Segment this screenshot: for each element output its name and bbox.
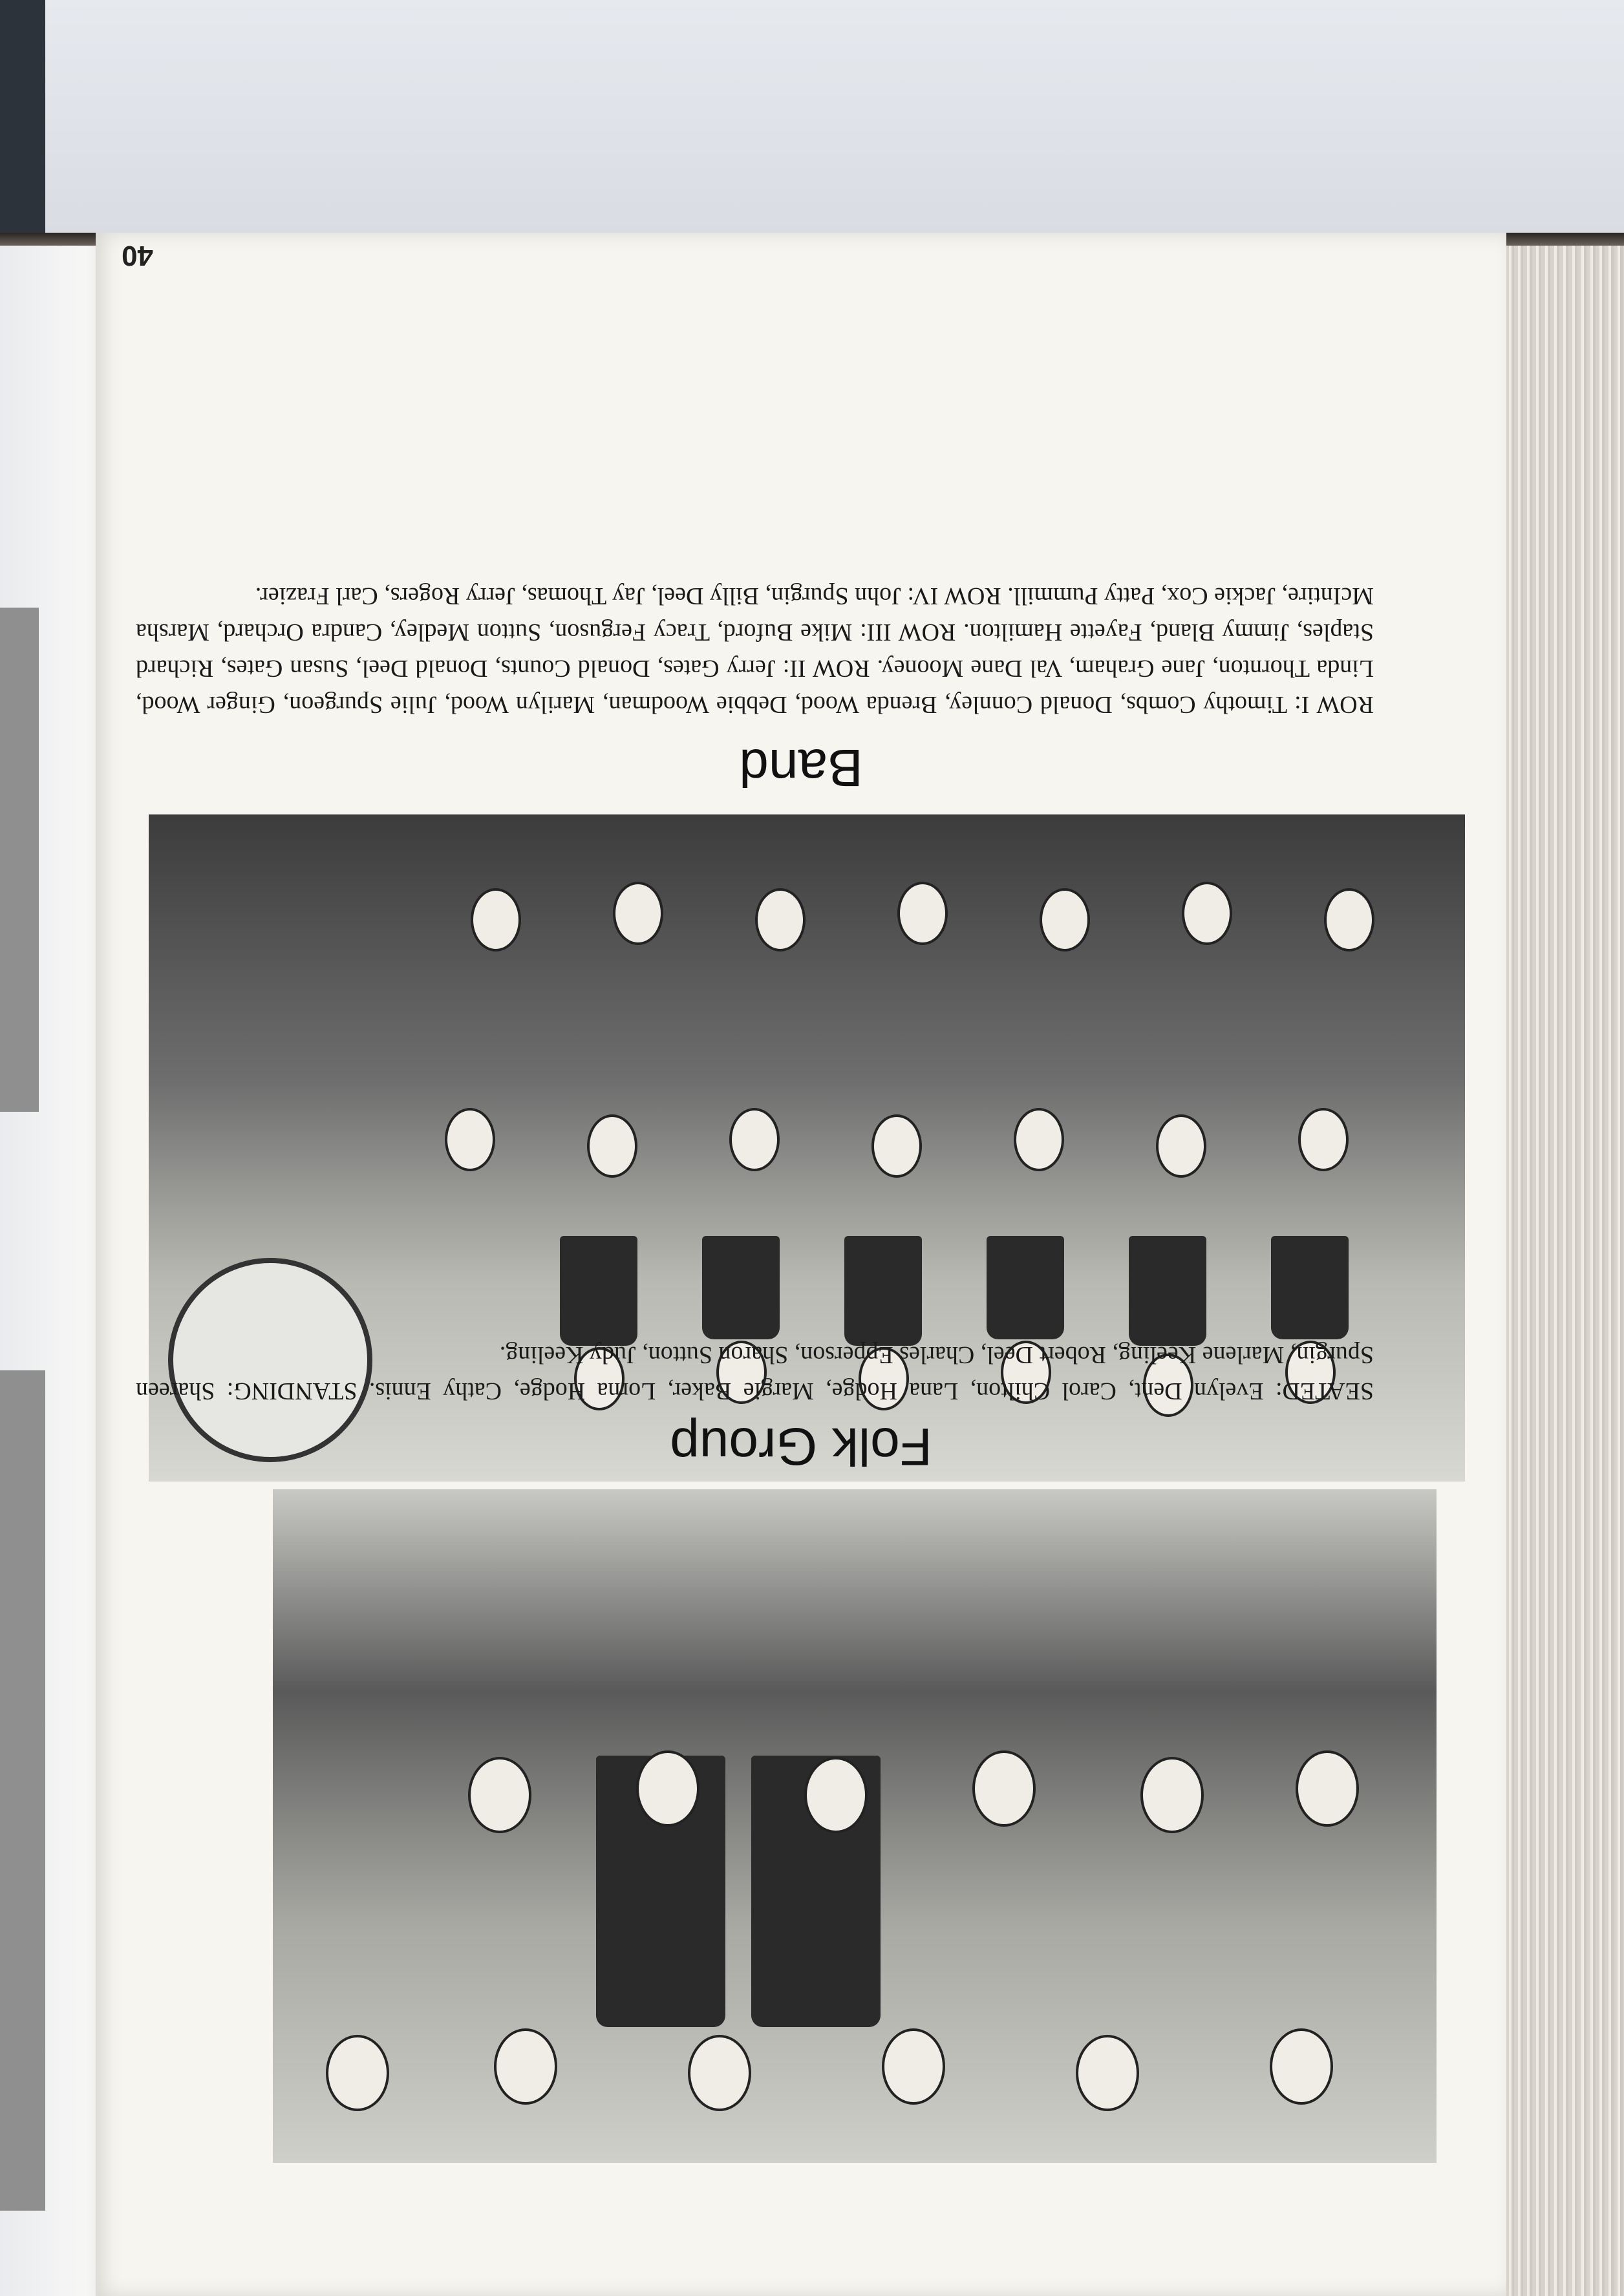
folk-member (1270, 2028, 1333, 2105)
band-member-body (1129, 1236, 1206, 1346)
facing-page-photo (0, 1370, 45, 2211)
band-member-body (844, 1236, 922, 1346)
band-member (1182, 882, 1232, 945)
folk-group-title: Folk Group (670, 1417, 932, 1476)
band-member (871, 1114, 922, 1178)
band-member (613, 882, 663, 945)
band-member (1324, 888, 1374, 951)
folk-member (804, 1757, 868, 1833)
folk-member (494, 2028, 557, 2105)
band-member (897, 882, 948, 945)
folk-member (1076, 2035, 1139, 2111)
page-number: 40 (122, 240, 153, 271)
folk-member (468, 1757, 531, 1833)
band-member-body (987, 1236, 1064, 1339)
folk-member (1296, 1750, 1359, 1827)
scan-background (0, 0, 1624, 233)
folk-member (636, 1750, 700, 1827)
yearbook-page (96, 233, 1506, 2296)
band-member (1040, 888, 1090, 951)
band-member (471, 888, 521, 951)
band-member-body (560, 1236, 637, 1346)
folk-member (688, 2035, 751, 2111)
folk-member (1140, 1757, 1204, 1833)
folk-group-caption: SEATED: Evelyn Dent, Carol Chilton, Lana Hodge, Margie Baker, Lorna Hodge, Cathy Ennis. STANDING: Shareen Spurgin, Marlene Keeling, Robert Deel, Charles Epperson, Sharon Sutton, Judy Keeling. (136, 1341, 1374, 1405)
band-member (1014, 1108, 1064, 1171)
band-member (1156, 1114, 1206, 1178)
facing-page-photo (0, 608, 39, 1112)
folk-member (972, 1750, 1036, 1827)
folk-member (882, 2028, 945, 2105)
folk-group-photo (273, 1489, 1437, 2163)
page-edges (1487, 246, 1624, 2296)
page-content-upside-down (96, 233, 1506, 2296)
band-member (445, 1108, 495, 1171)
band-member (587, 1114, 637, 1178)
scan-corner (0, 0, 45, 246)
band-member (729, 1108, 780, 1171)
band-member (755, 888, 806, 951)
band-member-body (1271, 1236, 1349, 1339)
band-caption: ROW I: Timothy Combs, Donald Connley, Brenda Wood, Debbie Woodman, Marilyn Wood, Julie Spurgeon, Ginger Wood, Linda Thornton, Jane Graham, Val Dane Mooney. ROW II: Jerry Gates, Donald Counts, Donald Deel, Susan Gates, Richard Staples, Jimmy Bland, Fayette Hamilton. ROW III: Mike Buford, Tracy Ferguson, Sutton Medley, Candra Orchard, Marsha McIntire, Jackie Cox, Patty Pummill. ROW IV: John Spurgin, Billy Deel, Jay Thomas, Jerry Rogers, Carl Frazier. (136, 582, 1374, 718)
band-member (1298, 1108, 1349, 1171)
band-title: Band (739, 738, 863, 797)
band-member-body (702, 1236, 780, 1339)
folk-member (326, 2035, 389, 2111)
